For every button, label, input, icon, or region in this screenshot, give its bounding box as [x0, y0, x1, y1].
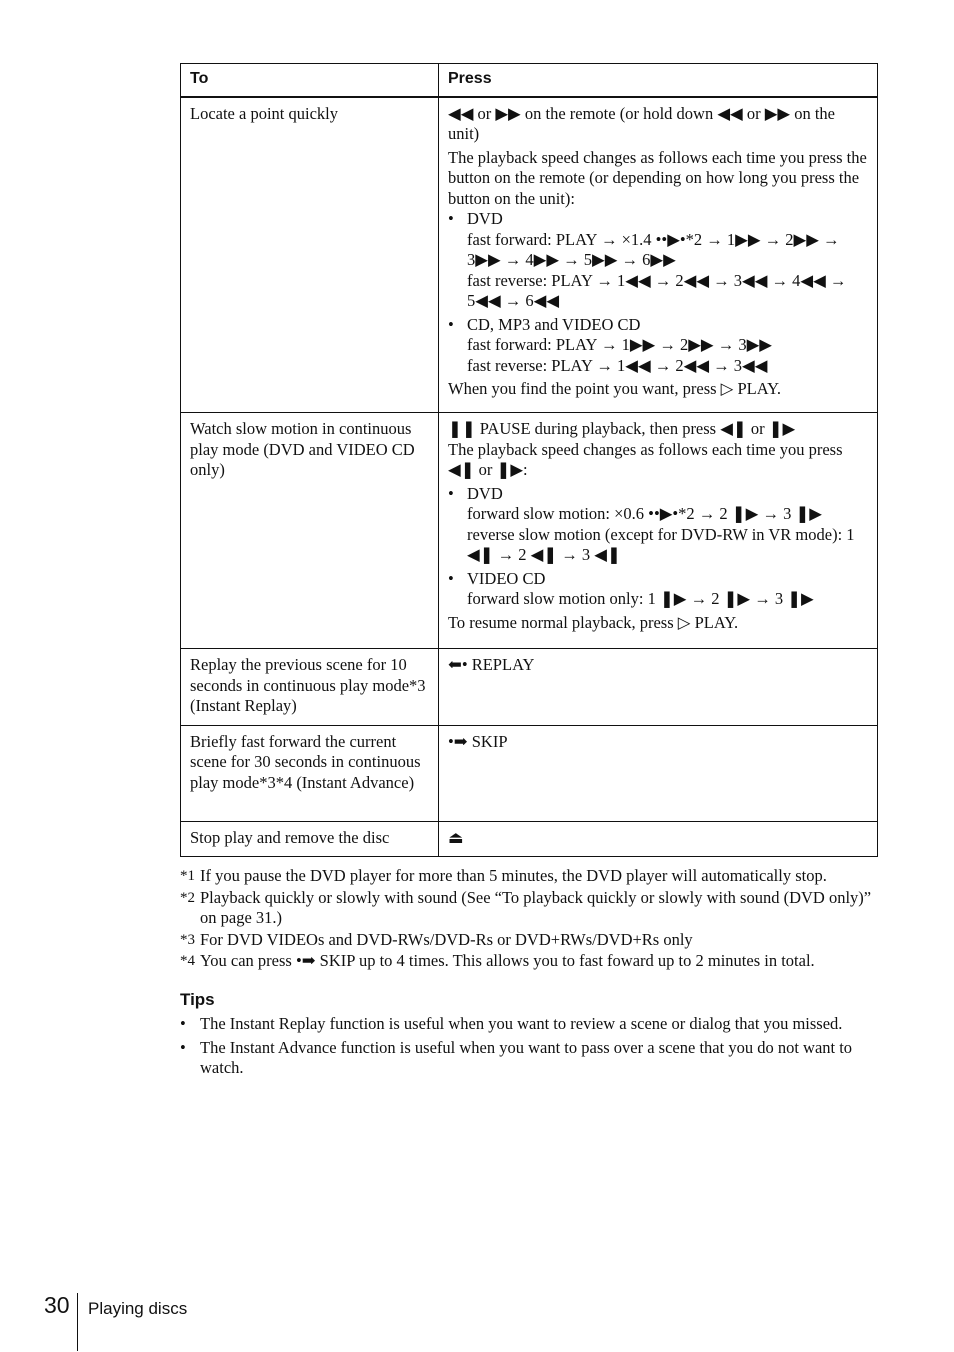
press-paragraph: The playback speed changes as follows each time you press the button on the remote (or depending on how long you press the button on the unit):	[448, 147, 867, 208]
table-row	[181, 413, 878, 649]
footnote-mark: *3	[180, 931, 195, 948]
tips-heading: Tips	[180, 990, 215, 1009]
table-header-row	[181, 64, 878, 97]
bullet-icon: •	[180, 1014, 186, 1033]
footnote-text: Playback quickly or slowly with sound (See “To playback quickly or slowly with sound (DVD only)” on page 31.)	[200, 887, 872, 927]
footnote-mark: *1	[180, 868, 195, 884]
press-paragraph: The playback speed changes as follows each time you press ◀❚ or ❚▶:	[448, 439, 843, 479]
bullet-item-video-cd	[448, 569, 869, 610]
skip-button-label: •➡ SKIP	[448, 731, 508, 751]
column-header-to: To	[181, 64, 439, 97]
replay-button-label: ⬅• REPLAY	[448, 655, 535, 674]
speed-sequence: fast forward: PLAY → ×1.4 ••▶•*2 → 1▶▶ → 2▶▶ → 3▶▶ → 4▶▶ → 5▶▶ → 6▶▶	[467, 229, 840, 269]
to-cell: Stop play and remove the disc	[181, 821, 439, 857]
speed-sequence: forward slow motion only: 1 ❚▶ → 2 ❚▶ → 3 ❚▶	[467, 589, 814, 608]
bullet-icon: •	[448, 209, 454, 228]
press-cell	[439, 97, 878, 413]
tips-list	[180, 1014, 870, 1082]
bullet-item-dvd	[448, 209, 869, 312]
footnote-text: For DVD VIDEOs and DVD-RWs/DVD-Rs or DVD+RWs/DVD+Rs only	[200, 929, 693, 949]
bullet-icon: •	[448, 483, 454, 503]
press-paragraph: To resume normal playback, press ▷ PLAY.	[448, 612, 739, 632]
speed-sequence: fast reverse: PLAY → 1◀◀ → 2◀◀ → 3◀◀	[467, 355, 768, 375]
tip-item	[180, 1038, 870, 1079]
tip-text: The Instant Replay function is useful when you want to review a scene or dialog that you missed.	[200, 1014, 843, 1033]
footnote-mark: *2	[180, 889, 195, 906]
bullet-icon: •	[180, 1037, 186, 1057]
page-number: 30	[44, 1292, 70, 1318]
to-cell: Replay the previous scene for 10 seconds in continuous play mode*3 (Instant Replay)	[181, 649, 439, 726]
press-cell	[439, 413, 878, 649]
column-header-press: Press	[439, 64, 878, 97]
speed-sequence: forward slow motion: ×0.6 ••▶•*2 → 2 ❚▶ → 3 ❚▶	[467, 504, 822, 523]
table-row	[181, 725, 878, 821]
table-row	[181, 649, 878, 726]
footnote-text: If you pause the DVD player for more than 5 minutes, the DVD player will automatically stop.	[200, 866, 827, 885]
eject-icon: ⏏	[448, 827, 464, 847]
speed-sequence: fast forward: PLAY → 1▶▶ → 2▶▶ → 3▶▶	[467, 335, 772, 354]
footnote-text: You can press •➡ SKIP up to 4 times. This allows you to fast foward up to 2 minutes in total.	[200, 951, 815, 970]
footnote	[180, 866, 880, 887]
speed-sequence: reverse slow motion (except for DVD-RW in VR mode): 1 ◀❚ → 2 ◀❚ → 3 ◀❚	[467, 524, 855, 564]
bullet-title: DVD	[467, 209, 503, 228]
table-row	[181, 97, 878, 413]
bullet-title: DVD	[467, 483, 503, 503]
bullet-title: CD, MP3 and VIDEO CD	[467, 314, 641, 334]
bullet-title: VIDEO CD	[467, 568, 546, 588]
operations-table	[180, 63, 878, 857]
bullet-icon: •	[448, 568, 454, 588]
speed-sequence: fast reverse: PLAY → 1◀◀ → 2◀◀ → 3◀◀ → 4◀◀ → 5◀◀ → 6◀◀	[467, 270, 847, 310]
bullet-icon: •	[448, 314, 454, 334]
press-paragraph: ◀◀ or ▶▶ on the remote (or hold down ◀◀ or ▶▶ on the unit)	[448, 103, 835, 143]
to-cell: Briefly fast forward the current scene for 30 seconds in continuous play mode*3*4 (Instant Advance)	[181, 725, 439, 821]
press-paragraph: ❚❚ PAUSE during playback, then press ◀❚ or ❚▶	[448, 419, 796, 438]
press-paragraph: When you find the point you want, press ▷ PLAY.	[448, 379, 782, 398]
footnote	[180, 930, 880, 951]
footnote	[180, 951, 880, 972]
bullet-item-dvd	[448, 484, 869, 566]
press-cell	[439, 649, 878, 726]
footnotes	[180, 866, 880, 973]
tip-text: The Instant Advance function is useful when you want to pass over a scene that you do not want to watch.	[200, 1037, 853, 1077]
footnote	[180, 888, 880, 929]
bullet-item-cd	[448, 315, 869, 377]
press-cell	[439, 821, 878, 857]
press-cell	[439, 725, 878, 821]
section-title: Playing discs	[88, 1299, 188, 1318]
to-cell: Locate a point quickly	[181, 97, 439, 413]
to-cell: Watch slow motion in continuous play mode (DVD and VIDEO CD only)	[181, 413, 439, 649]
footer-divider	[77, 1293, 78, 1351]
table-row	[181, 821, 878, 857]
tip-item	[180, 1014, 870, 1035]
footnote-mark: *4	[180, 953, 195, 969]
